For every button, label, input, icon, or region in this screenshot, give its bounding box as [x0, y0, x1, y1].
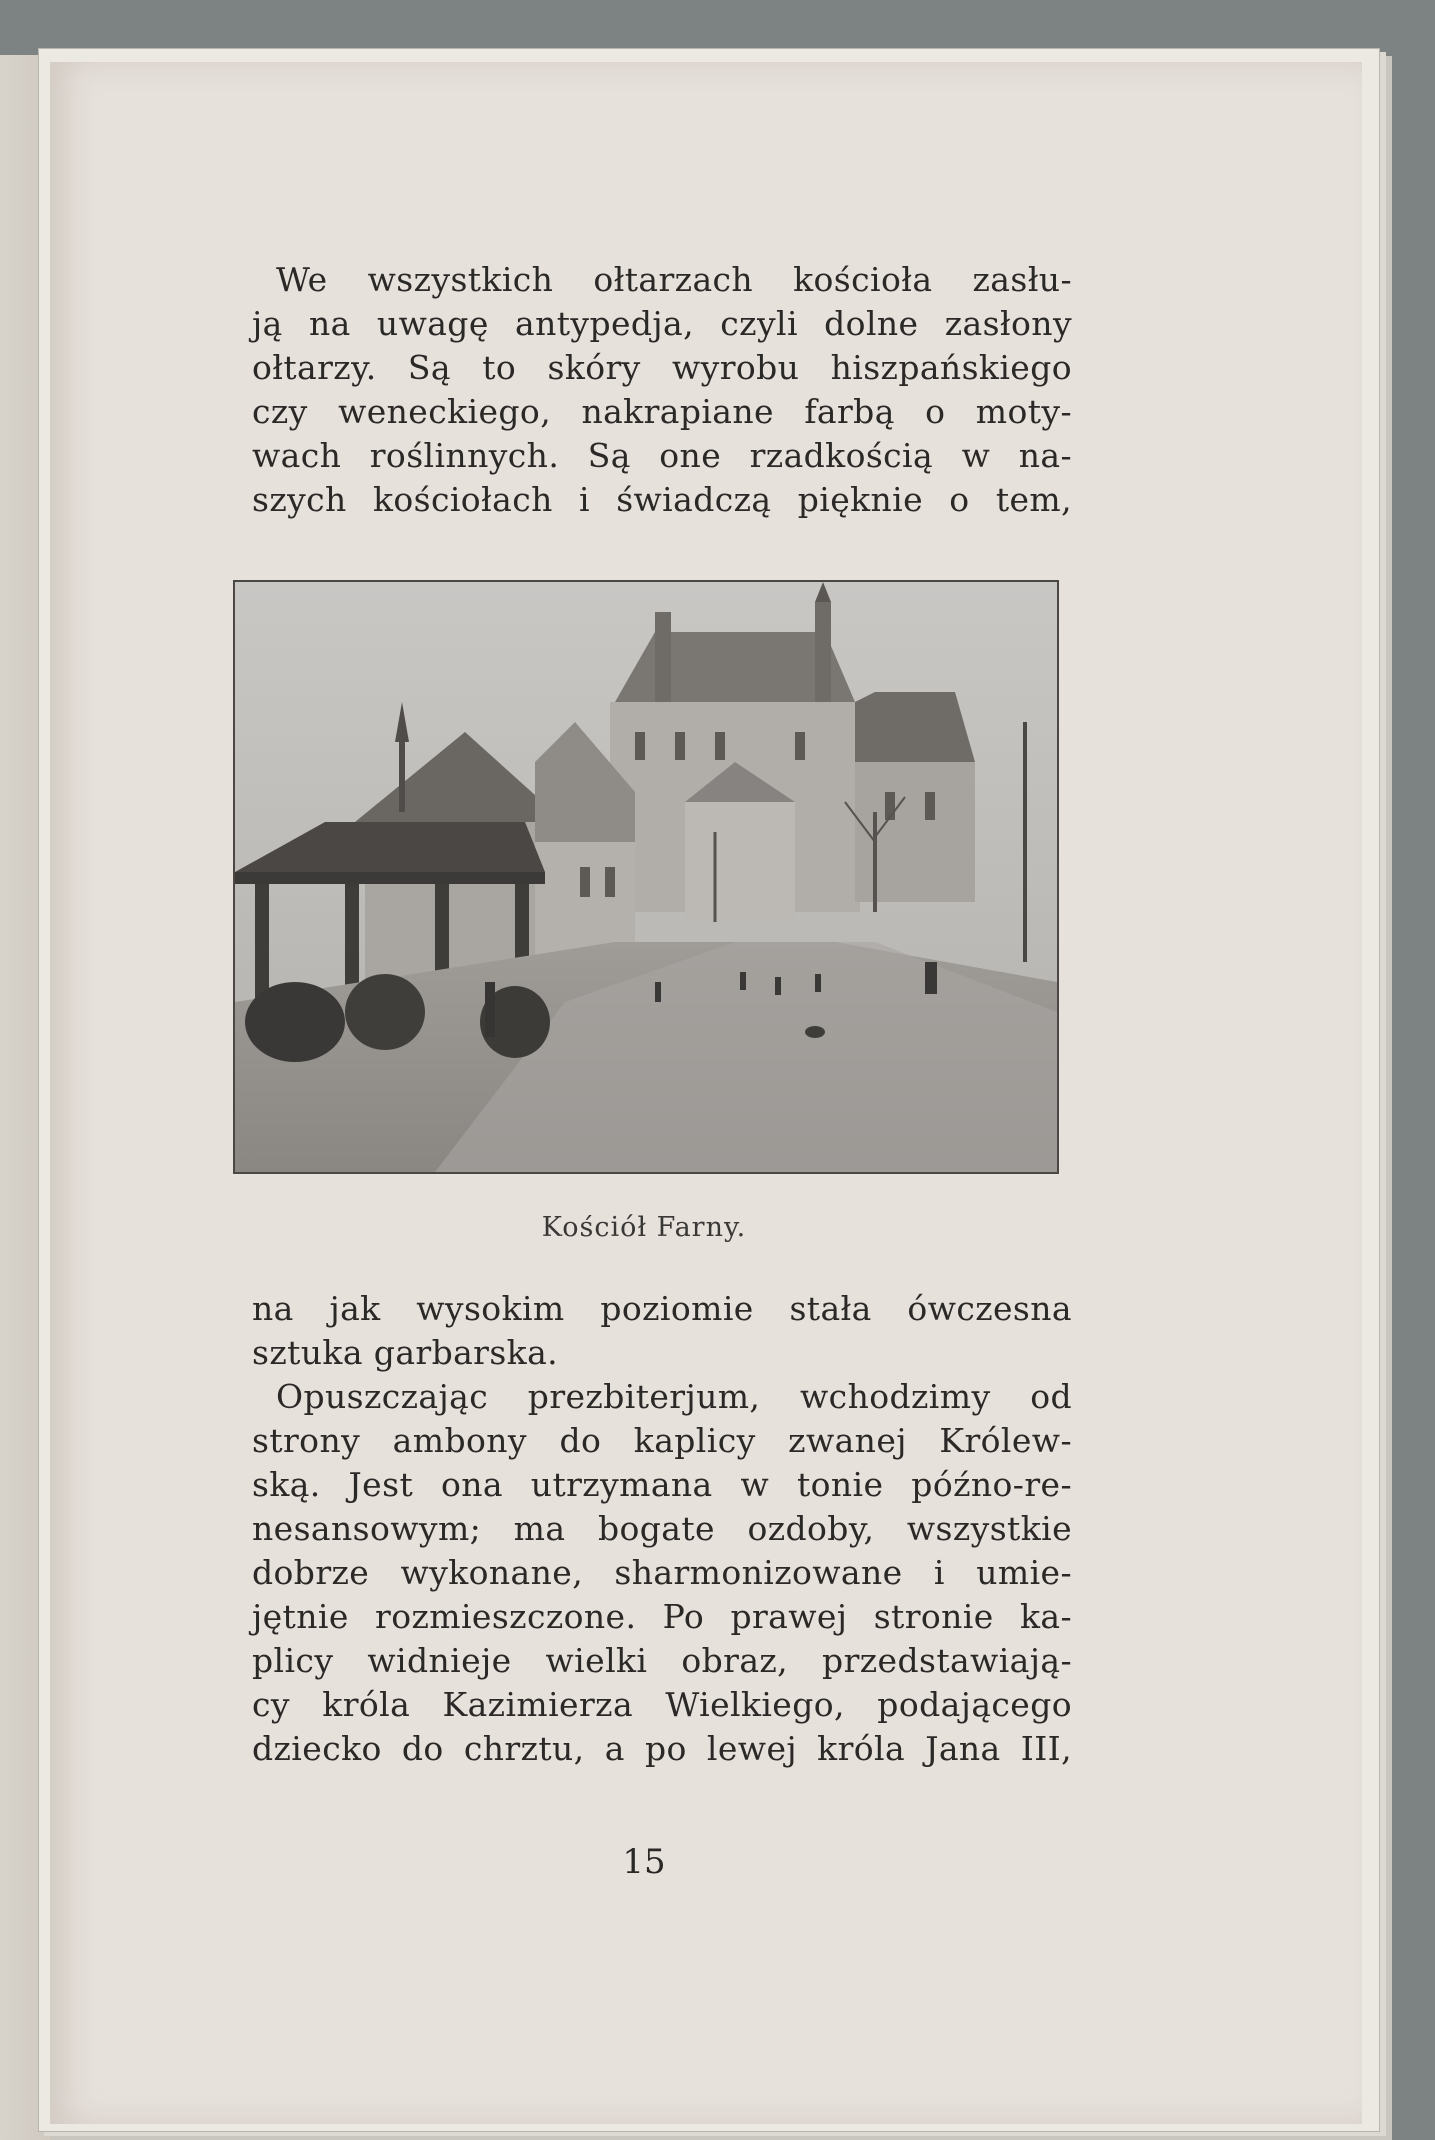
text-line: czy weneckiego, nakrapiane farbą o moty-: [252, 392, 1072, 431]
text-line: strony ambony do kaplicy zwanej Królew-: [252, 1421, 1072, 1460]
page-number: 15: [622, 1842, 666, 1882]
paragraph-bottom: [252, 1287, 1072, 1771]
text-line: wach roślinnych. Są one rzadkością w na-: [252, 436, 1072, 475]
text-line: ską. Jest ona utrzymana w tonie późno-re-: [252, 1465, 1072, 1504]
text-line: dziecko do chrztu, a po lewej króla Jana III,: [252, 1729, 1072, 1768]
church-photo: [233, 580, 1059, 1174]
text-line: Opuszczając prezbiterjum, wchodzimy od: [276, 1377, 1072, 1416]
text-line: nesansowym; ma bogate ozdoby, wszystkie: [252, 1509, 1072, 1548]
text-line: sztuka garbarska.: [252, 1333, 559, 1372]
text-line: plicy widnieje wielki obraz, przedstawiają-: [252, 1641, 1072, 1680]
paragraph-top: [252, 258, 1072, 522]
text-line: ją na uwagę antypedja, czyli dolne zasłony: [252, 304, 1072, 343]
text-line: na jak wysokim poziomie stała ówczesna: [252, 1289, 1072, 1328]
text-line: We wszystkich ołtarzach kościoła zasłu-: [276, 260, 1072, 299]
text-line: dobrze wykonane, sharmonizowane i umie-: [252, 1553, 1072, 1592]
text-line: cy króla Kazimierza Wielkiego, podającego: [252, 1685, 1072, 1724]
photo-caption: Kościół Farny.: [541, 1212, 747, 1243]
church-photo-illustration: [235, 582, 1057, 1172]
text-line: jętnie rozmieszczone. Po prawej stronie ka-: [252, 1597, 1072, 1636]
text-line: ołtarzy. Są to skóry wyrobu hiszpańskiego: [252, 348, 1072, 387]
text-line: szych kościołach i świadczą pięknie o tem,: [252, 480, 1072, 519]
